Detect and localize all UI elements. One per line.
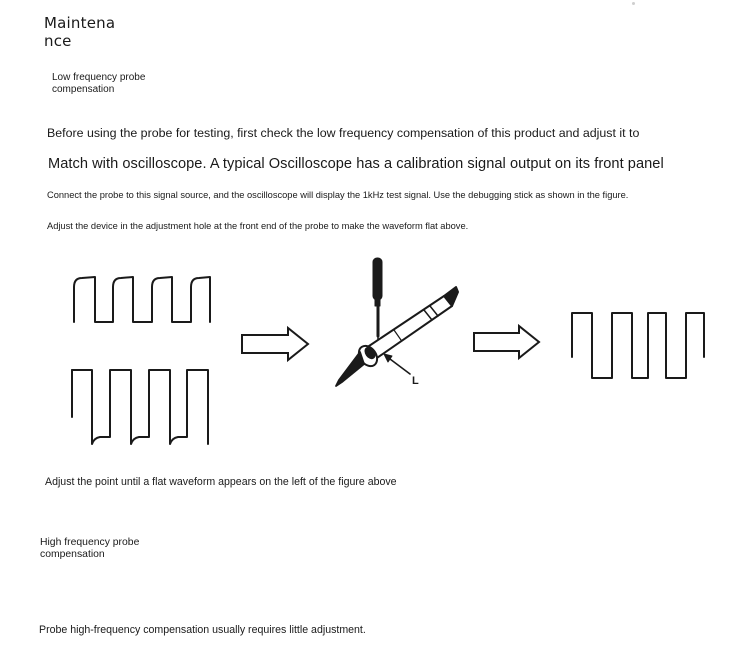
- low-frequency-heading: Low frequency probe compensation: [52, 72, 146, 95]
- low-frequency-paragraph-3: Connect the probe to this signal source, and the oscilloscope will display the 1kHz test signal. Use the debugging stick as shown in the figure.: [47, 190, 629, 200]
- overshoot-waveform: [74, 277, 210, 322]
- high-frequency-heading: High frequency probe compensation: [40, 537, 140, 560]
- tool-label: L: [412, 375, 419, 387]
- arrow-right-icon: [474, 326, 539, 358]
- page-title: Maintenance: [44, 14, 116, 50]
- low-frequency-paragraph-1: Before using the probe for testing, first check the low frequency compensation of this product and adjust it to: [47, 126, 640, 140]
- high-frequency-paragraph-1: Probe high-frequency compensation usually requires little adjustment.: [39, 624, 366, 636]
- scan-speck: [632, 2, 635, 5]
- figure-caption: Adjust the point until a flat waveform appears on the left of the figure above: [45, 476, 397, 488]
- arrow-right-icon: [242, 328, 308, 360]
- flat-waveform: [572, 313, 704, 378]
- low-frequency-paragraph-4: Adjust the device in the adjustment hole at the front end of the probe to make the waveform flat above.: [47, 221, 469, 231]
- compensation-figure: [0, 250, 750, 460]
- undershoot-waveform: [72, 370, 208, 444]
- low-frequency-paragraph-2: Match with oscilloscope. A typical Oscilloscope has a calibration signal output on its front panel: [48, 156, 664, 172]
- adjustment-tool-illustration: [336, 258, 458, 386]
